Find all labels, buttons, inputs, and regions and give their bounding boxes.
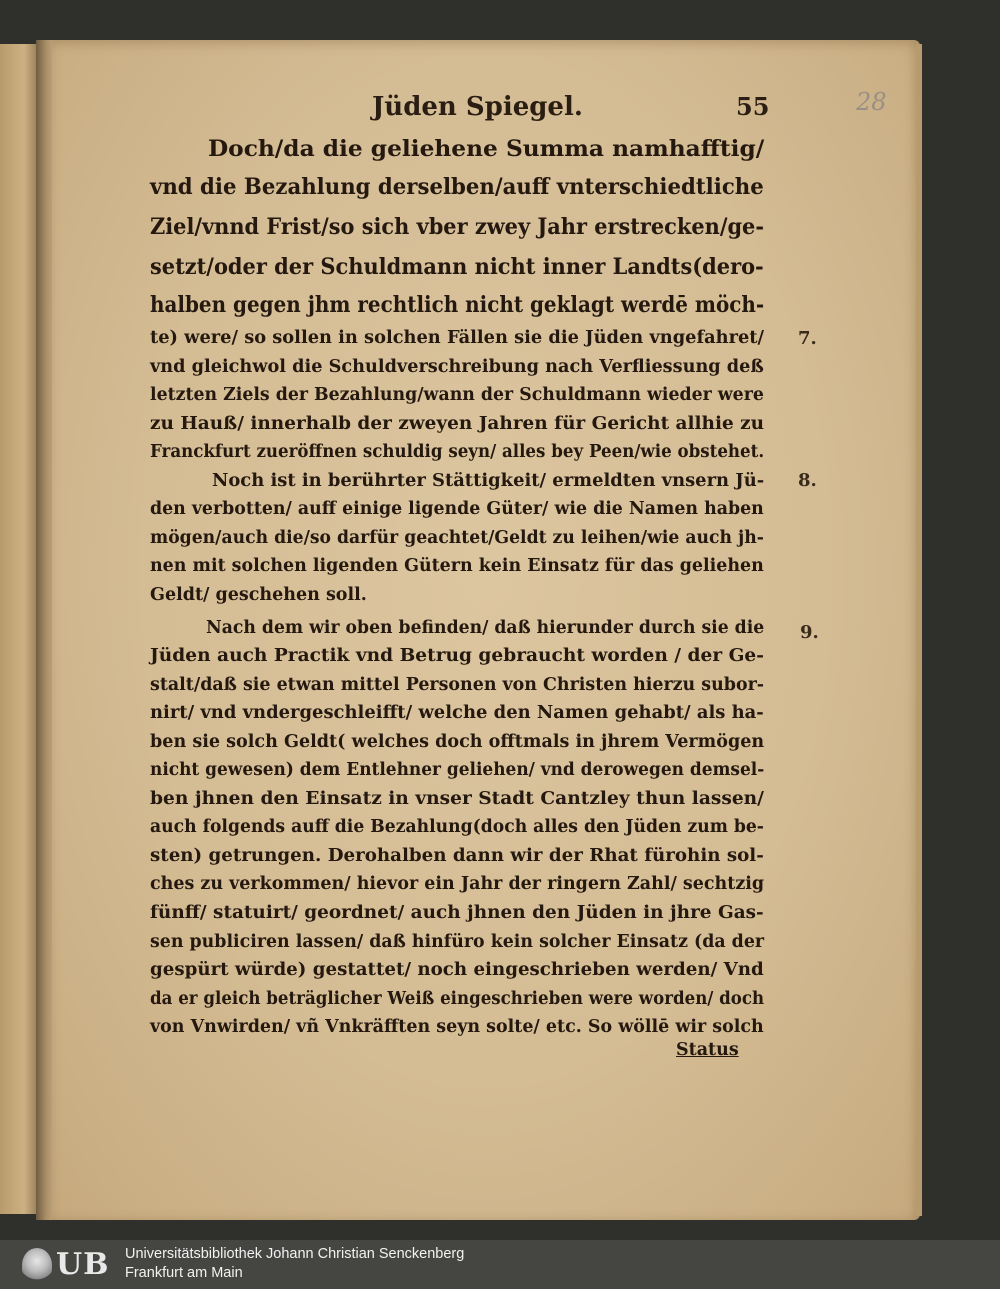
text-line: Jüden auch Practik vnd Betrug gebraucht worden / der Ge-	[150, 646, 764, 667]
margin-mark: 9.	[800, 622, 819, 643]
text-line: nicht gewesen) dem Entlehner geliehen/ vnd derowegen demsel-	[150, 760, 765, 781]
text-line: vnd gleichwol die Schuldverschreibung nach Verfliessung deß	[150, 356, 764, 377]
text-line: von Vnwirden/ vñ Vnkräfften seyn solte/ etc. So wöllē wir solch	[150, 1017, 764, 1038]
text-line: da er gleich beträglicher Weiß eingeschrieben were worden/ doch	[150, 988, 765, 1009]
text-line: setzt/oder der Schuldmann nicht inner Landts(dero-	[150, 254, 764, 280]
text-line: sen publiciren lassen/ daß hinfüro kein solcher Einsatz (da der	[150, 931, 765, 952]
text-line: zu Hauß/ innerhalb der zweyen Jahren für Gericht allhie zu	[150, 413, 765, 434]
footer-institution: Universitätsbibliothek Johann Christian Senckenberg	[125, 1246, 465, 1262]
text-line: Noch ist in berührter Stättigkeit/ ermeldten vnsern Jü-	[212, 470, 765, 491]
text-line: sten) getrungen. Derohalben dann wir der Rhat fürohin sol-	[150, 845, 764, 866]
text-line: Doch/da die geliehene Summa namhafftig/	[208, 136, 765, 162]
footer-bar	[0, 1240, 1000, 1289]
footer-city: Frankfurt am Main	[125, 1265, 243, 1281]
text-line: ches zu verkommen/ hievor ein Jahr der ringern Zahl/ sechtzig	[150, 874, 765, 895]
text-line: ben sie solch Geldt( welches doch offtmals in jhrem Vermögen	[150, 731, 765, 752]
running-title: Jüden Spiegel.	[372, 92, 583, 122]
text-line: mögen/auch die/so darfür geachtet/Geldt zu leihen/wie auch jh-	[150, 527, 764, 548]
library-logo[interactable]	[22, 1248, 114, 1282]
text-line: den verbotten/ auff einige ligende Güter/ wie die Namen haben	[150, 499, 764, 520]
text-line: fünff/ statuirt/ geordnet/ auch jhnen den Jüden in jhre Gas-	[150, 903, 764, 923]
text-line: nirt/ vnd vndergeschleifft/ welche den Namen gehabt/ als ha-	[150, 703, 764, 724]
page-right-edge	[916, 44, 922, 1216]
text-line: Franckfurt zueröffnen schuldig seyn/ alles bey Peen/wie obstehet.	[150, 442, 765, 463]
text-line: halben gegen jhm rechtlich nicht geklagt werdē möch-	[150, 292, 765, 318]
text-line: gespürt würde) gestattet/ noch eingeschrieben werden/ Vnd	[150, 960, 764, 981]
catchword: Status	[676, 1040, 739, 1060]
text-line: nen mit solchen ligenden Gütern kein Einsatz für das geliehen	[150, 556, 764, 577]
text-line: Nach dem wir oben befinden/ daß hierunder durch sie die	[206, 617, 765, 638]
margin-mark: 8.	[798, 470, 817, 491]
page-number: 55	[736, 92, 770, 121]
text-line: stalt/daß sie etwan mittel Personen von Christen hierzu subor-	[150, 674, 765, 695]
margin-mark: 7.	[798, 328, 817, 349]
text-line: te) were/ so sollen in solchen Fällen sie die Jüden vngefahret/	[150, 328, 765, 348]
text-line: Geldt/ geschehen soll.	[150, 584, 367, 605]
senckenberg-bust-icon	[22, 1248, 52, 1282]
text-line: letzten Ziels der Bezahlung/wann der Schuldmann wieder were	[150, 385, 764, 406]
logo-text: UB	[56, 1247, 110, 1282]
pencil-folio-note: 28	[856, 88, 887, 116]
text-line: vnd die Bezahlung derselben/auff vnterschiedtliche	[150, 174, 764, 200]
text-line: Ziel/vnnd Frist/so sich vber zwey Jahr erstrecken/ge-	[150, 214, 765, 240]
facing-page-edge	[0, 44, 40, 1214]
text-line: ben jhnen den Einsatz in vnser Stadt Cantzley thun lassen/	[150, 788, 764, 809]
text-line: auch folgends auff die Bezahlung(doch alles den Jüden zum be-	[150, 817, 764, 838]
